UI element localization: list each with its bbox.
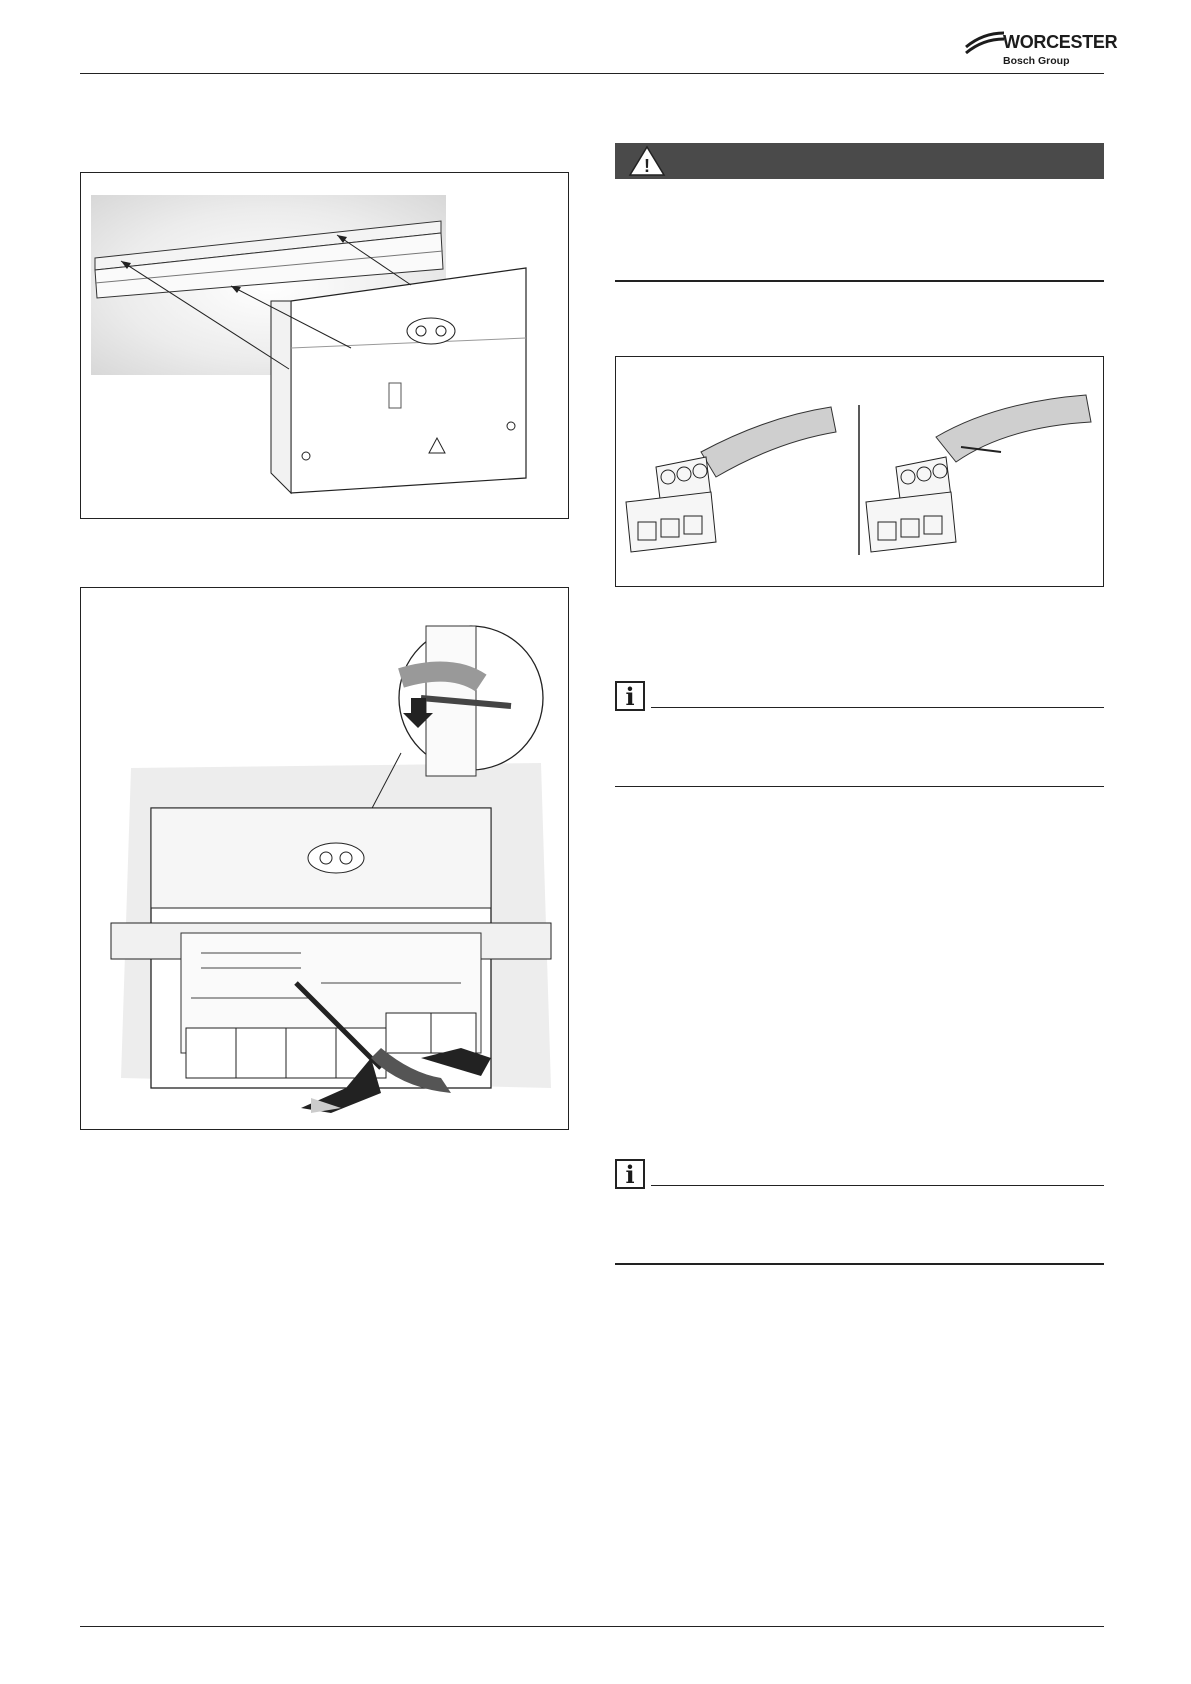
connector-illustration [616,357,1103,586]
warning-end-rule [615,280,1104,282]
din-rail-illustration [81,173,568,518]
warning-symbol: ! [644,156,650,176]
info-notice-rule-top [651,1185,1104,1186]
figure-removal-screwdriver [80,587,569,1130]
header-rule [80,73,1104,74]
brand-subtitle: Bosch Group [1003,55,1070,67]
footer-rule [80,1626,1104,1627]
warning-notice-bar [615,143,1104,179]
info-notice-rule-bottom [615,786,1104,787]
brand-name: WORCESTER [1003,32,1118,52]
figure-din-rail-mounting [80,172,569,519]
info-icon [615,1159,645,1189]
info-notice-rule-bottom [615,1263,1104,1265]
figure-connector-plugs [615,356,1104,587]
info-symbol: i [625,681,635,711]
info-notice-rule-top [651,707,1104,708]
info-icon [615,681,645,711]
warning-triangle-icon [627,143,667,179]
removal-illustration [81,588,568,1129]
info-symbol: i [625,1159,635,1189]
